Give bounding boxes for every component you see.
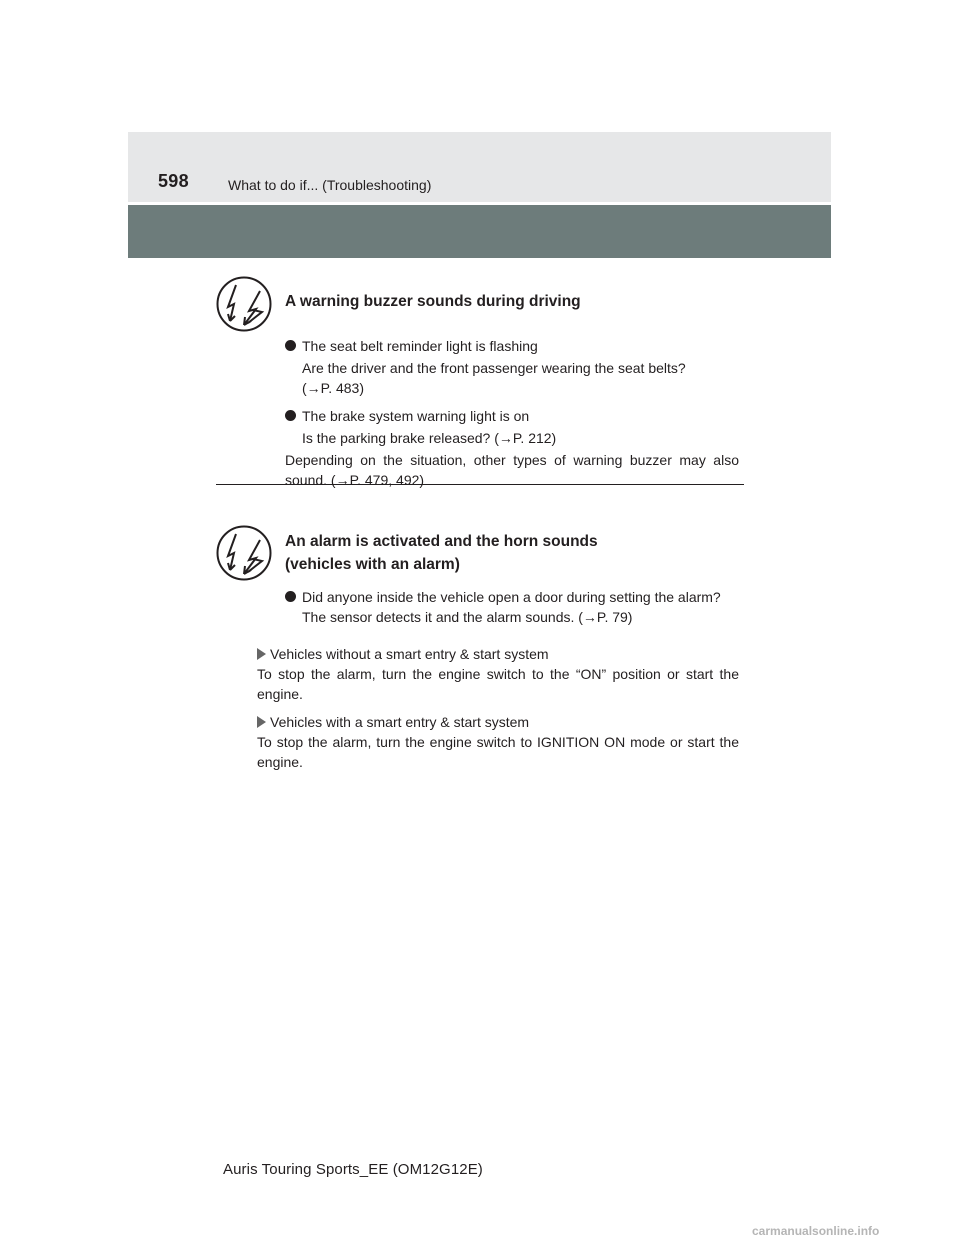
heading-line-1: An alarm is activated and the horn sounds	[285, 533, 598, 550]
heading-line-2: (vehicles with an alarm)	[285, 556, 460, 573]
page-reference: (→P. 483)	[302, 380, 364, 396]
bullet-detail: The sensor detects it and the alarm sounds. (→P. 79)	[302, 609, 633, 625]
bullet-item: Did anyone inside the vehicle open a door during setting the alarm?	[285, 587, 739, 607]
case-title: Vehicles without a smart entry & start system	[257, 644, 739, 664]
bullet-item: The seat belt reminder light is flashing	[285, 336, 739, 356]
footer-model: Auris Touring Sports_EE (OM12G12E)	[223, 1161, 483, 1178]
case-list	[257, 644, 739, 772]
section-divider	[216, 484, 744, 485]
bullet-item: The brake system warning light is on	[285, 406, 739, 426]
section-heading: A warning buzzer sounds during driving	[285, 293, 581, 310]
chapter-title: What to do if... (Troubleshooting)	[228, 177, 432, 193]
lightning-warning-icon	[216, 525, 272, 581]
section-body	[285, 336, 739, 490]
section-heading	[285, 531, 598, 575]
case-text: To stop the alarm, turn the engine switch to the “ON” position or start the engine.	[257, 666, 739, 702]
lightning-warning-icon	[216, 276, 272, 332]
bullet-detail: Are the driver and the front passenger wearing the seat belts?	[302, 360, 686, 376]
case-text: To stop the alarm, turn the engine switch to IGNITION ON mode or start the engine.	[257, 734, 739, 770]
section-body	[285, 587, 739, 627]
case-title: Vehicles with a smart entry & start system	[257, 712, 739, 732]
watermark: carmanualsonline.info	[752, 1224, 880, 1238]
section-title-bar	[128, 205, 831, 258]
bullet-detail: Is the parking brake released? (→P. 212)	[302, 430, 557, 446]
page-number: 598	[158, 171, 189, 191]
section-note: Depending on the situation, other types of warning buzzer may also sound. (→P. 479, 492)	[285, 452, 739, 488]
